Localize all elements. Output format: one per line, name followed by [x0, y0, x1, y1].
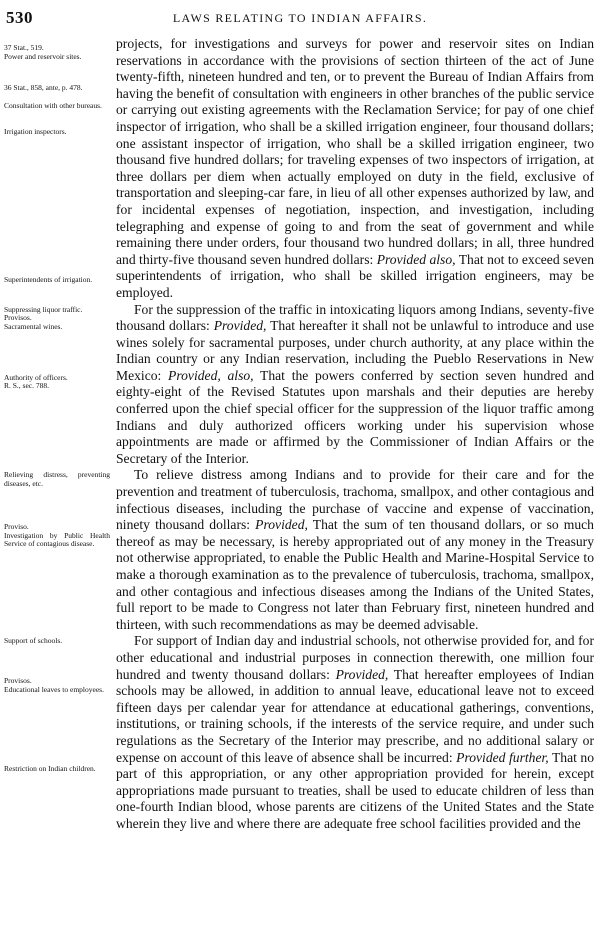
margin-note-superintendents: Superintendents of irrigation. [4, 275, 93, 284]
margin-note-statute-ref: 36 Stat., 858, ante, p. 478. [4, 83, 83, 92]
page-header [0, 8, 600, 30]
margin-note-authority: Authority of officers. R. S., sec. 788. [4, 372, 68, 390]
margin-note-relieving-distress: Relieving distress, preventing diseases, etc. [4, 470, 110, 488]
main-text [116, 302, 594, 468]
margin-note-restriction-children: Restriction on Indian children. [4, 764, 96, 774]
margin-note-consultation: Consultation with other bureaus. [4, 101, 102, 110]
section-irrigation [0, 36, 600, 302]
page-number: 530 [6, 8, 33, 27]
section-schools [0, 633, 600, 832]
paragraph: projects, for investigations and surveys for power and reservoir sites on Indian reservations in accordance with the provisions of section thirteen of the act of June twenty-fifth, nineteen hundred and ten, or to prevent the Bureau of Indian Affairs from having the benefit of consultation with engineers in other branches of the public service or carrying out existing agreements with the Reclamation Service; for pay of one chief inspector of irrigation, who shall be a skilled irrigation engineer, four thousand dollars; one assistant inspector of irrigation, who shall be a skilled irrigation engineer, two thousand five hundred dollars; for traveling expenses of two inspectors of irrigation, at three dollars per diem when actually employed on duty in the field, exclusive of transportation and sleeping-car fare, in lieu of all other expenses authorized by law, and for incidental expenses of negotiation, inspection, and investigation, including telegraphing and expense of going to and from the seat of government and while remaining there under orders, four thousand two hundred dollars; in all, three hundred and thirty-five thousand seven hundred dollars: Provided also, That not to exceed seven superintendents of irrigation, who shall be skilled irrigation engineers, may be employed. [116, 36, 595, 300]
margin-note-power-sites: 37 Stat., 519. Power and reservoir sites. [4, 43, 82, 61]
running-title: LAWS RELATING TO INDIAN AFFAIRS. [172, 11, 428, 25]
paragraph: For support of Indian day and industrial schools, not otherwise provided for, and for other educational and industrial purposes in connection therewith, one million four hundred and twenty thousand dollars: Provided, That hereafter employees of Indian schools may be allowed, in addition to annual leave, educational leave not to exceed fifteen days per calendar year for attendance at educational gatherings, conventions, institutions, or training schools, if the interests of the service require, and under such regulations as the Secretary of the Interior may prescribe, and no additional salary or expense on account of this leave of absence shall be incurred: Provided further, That no part of this appropriation, or any other appropriation provided for herein, except appropriations made pursuant to treaties, shall be used to educate children of less than one-fourth Indian blood, whose parents are citizens of the United States and the State wherein they live and where there are adequate free school facilities provided and the [116, 633, 595, 831]
main-text [116, 36, 594, 302]
main-text [116, 633, 594, 832]
paragraph: For the suppression of the traffic in intoxicating liquors among Indians, seventy-five thousand dollars: Provided, That hereafter it shall not be unlawful to introduce and use wines solely for sacramental purposes, under church authority, at any place within the Indian country or any Indian reservation, including the Pueblo Reservations in New Mexico: Provided, also, That the powers conferred by section seven hundred and eighty-eight of the Revised Statutes upon marshals and their deputies are hereby conferred upon the chief special officer for the suppression of the liquor traffic among Indians and duly authorized officers working under his supervision whose appointments are made or affirmed by the Commissioner of Indian Affairs or the Secretary of the Interior. [116, 301, 594, 466]
margin-note-support-schools: Support of schools. [4, 636, 63, 646]
section-disease [0, 467, 600, 633]
page-body [0, 36, 600, 833]
margin-note-educational-leaves: Provisos. Educational leaves to employees. [4, 676, 104, 694]
main-text [116, 467, 594, 633]
paragraph: To relieve distress among Indians and to provide for their care and for the prevention and treatment of tuberculosis, trachoma, smallpox, and other contagious and infectious diseases, including the purchase of vaccine and expense of vaccination, ninety thousand dollars: Provided, That the sum of ten thousand dollars, or so much thereof as may be necessary, is hereby appropriated out of any money in the Treasury not otherwise appropriated, to enable the Public Health and Marine-Hospital Service to make a thorough examination as to the prevalence of tuberculosis, trachoma, smallpox, and other contagious and infectious diseases among the Indians of the United States, full report to be made to Congress not later than February first, nineteen hundred and thirteen, with such recommendations as may be deemed advisable. [116, 467, 594, 632]
margin-note-liquor: Suppressing liquor traffic. Provisos. Sacramental wines. [4, 304, 83, 331]
margin-note-irrigation-inspectors: Irrigation inspectors. [4, 127, 67, 136]
margin-note-health-service: Proviso. Investigation by Public Health Service of contagious disease. [4, 522, 110, 549]
section-liquor [0, 302, 600, 468]
